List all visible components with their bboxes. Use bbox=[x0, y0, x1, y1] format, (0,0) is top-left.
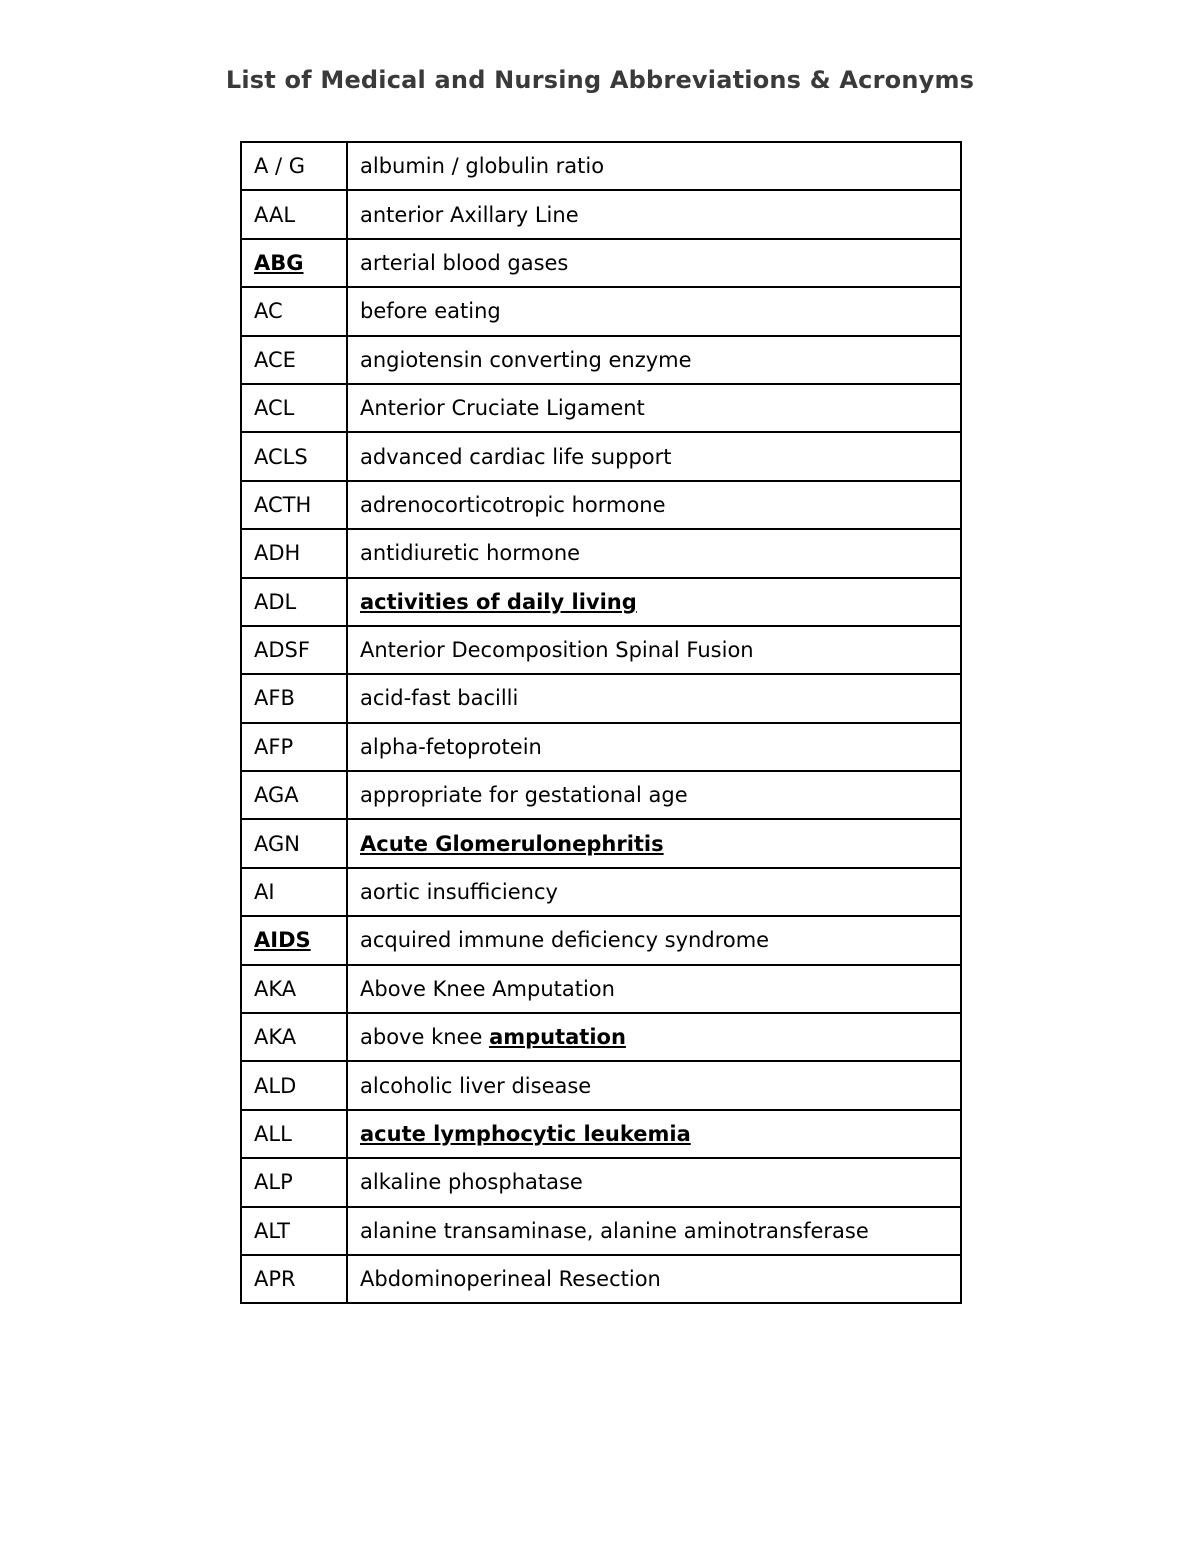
abbreviation-cell bbox=[241, 771, 347, 819]
definition-cell bbox=[347, 723, 961, 771]
definition-text: albumin / globulin ratio bbox=[360, 154, 605, 179]
definition-cell bbox=[347, 142, 961, 190]
abbreviation-cell bbox=[241, 1013, 347, 1061]
definition-cell bbox=[347, 1110, 961, 1158]
definition-cell bbox=[347, 432, 961, 480]
table-row bbox=[241, 287, 961, 335]
definition-cell bbox=[347, 1158, 961, 1206]
abbreviation-text: AKA bbox=[254, 1025, 297, 1050]
definition-cell bbox=[347, 965, 961, 1013]
definition-text: alanine transaminase, alanine aminotransferase bbox=[360, 1218, 869, 1243]
table-row bbox=[241, 336, 961, 384]
table-row bbox=[241, 771, 961, 819]
abbreviation-text: ALT bbox=[254, 1218, 291, 1243]
abbreviation-text: ALD bbox=[254, 1073, 297, 1098]
abbreviation-text: ABG bbox=[254, 250, 304, 275]
table-row bbox=[241, 1255, 961, 1303]
table-row bbox=[241, 1158, 961, 1206]
abbreviation-text: AI bbox=[254, 880, 275, 905]
definition-text: alcoholic liver disease bbox=[360, 1073, 592, 1098]
definition-cell bbox=[347, 1255, 961, 1303]
table-row bbox=[241, 432, 961, 480]
table-row bbox=[241, 819, 961, 867]
table-row bbox=[241, 384, 961, 432]
definition-cell bbox=[347, 1207, 961, 1255]
definition-cell bbox=[347, 771, 961, 819]
definition-text: adrenocorticotropic hormone bbox=[360, 492, 666, 517]
definition-cell bbox=[347, 190, 961, 238]
abbreviation-text: ADL bbox=[254, 589, 297, 614]
abbreviation-text: AC bbox=[254, 299, 283, 324]
table-row bbox=[241, 626, 961, 674]
table-row bbox=[241, 529, 961, 577]
abbreviation-text: AKA bbox=[254, 976, 297, 1001]
table-row bbox=[241, 1061, 961, 1109]
definition-text: alkaline phosphatase bbox=[360, 1170, 583, 1195]
table-row bbox=[241, 723, 961, 771]
definition-text: Above Knee Amputation bbox=[360, 976, 615, 1001]
definition-text: advanced cardiac life support bbox=[360, 444, 672, 469]
abbreviation-cell bbox=[241, 336, 347, 384]
abbreviation-cell bbox=[241, 481, 347, 529]
table-row bbox=[241, 142, 961, 190]
definition-emphasis-text: acute lymphocytic leukemia bbox=[360, 1122, 691, 1146]
table-row bbox=[241, 1110, 961, 1158]
abbreviation-cell bbox=[241, 1061, 347, 1109]
table-row bbox=[241, 1207, 961, 1255]
definition-text: alpha-fetoprotein bbox=[360, 734, 542, 759]
definition-text: antidiuretic hormone bbox=[360, 541, 581, 566]
definition-text: acquired immune deficiency syndrome bbox=[360, 928, 770, 953]
abbreviation-text: ACE bbox=[254, 347, 296, 372]
definition-cell bbox=[347, 916, 961, 964]
abbreviations-table-body bbox=[241, 142, 961, 1303]
definition-cell bbox=[347, 239, 961, 287]
abbreviation-text: AGN bbox=[254, 831, 300, 856]
definition-text: angiotensin converting enzyme bbox=[360, 347, 692, 372]
definition-text: anterior Axillary Line bbox=[360, 202, 579, 227]
definition-cell bbox=[347, 1061, 961, 1109]
abbreviation-text: A / G bbox=[254, 154, 306, 179]
abbreviations-table bbox=[240, 141, 962, 1304]
table-row bbox=[241, 868, 961, 916]
table-row bbox=[241, 674, 961, 722]
definition-cell bbox=[347, 287, 961, 335]
abbreviation-cell bbox=[241, 819, 347, 867]
definition-cell bbox=[347, 336, 961, 384]
table-row bbox=[241, 1013, 961, 1061]
abbreviation-text: ACLS bbox=[254, 444, 308, 469]
abbreviation-text: ALP bbox=[254, 1170, 293, 1195]
abbreviation-cell bbox=[241, 384, 347, 432]
table-row bbox=[241, 965, 961, 1013]
definition-cell bbox=[347, 529, 961, 577]
abbreviation-cell bbox=[241, 142, 347, 190]
abbreviation-text: AFP bbox=[254, 734, 294, 759]
abbreviation-cell bbox=[241, 965, 347, 1013]
definition-emphasis-text: amputation bbox=[489, 1025, 626, 1050]
abbreviation-cell bbox=[241, 239, 347, 287]
abbreviation-cell bbox=[241, 1207, 347, 1255]
abbreviation-text: APR bbox=[254, 1267, 296, 1292]
abbreviation-cell bbox=[241, 529, 347, 577]
definition-text: before eating bbox=[360, 299, 501, 324]
abbreviation-cell bbox=[241, 1255, 347, 1303]
definition-cell bbox=[347, 626, 961, 674]
abbreviation-text: ACTH bbox=[254, 492, 312, 517]
definition-cell bbox=[347, 1013, 961, 1061]
table-row bbox=[241, 916, 961, 964]
definition-cell bbox=[347, 578, 961, 626]
abbreviation-cell bbox=[241, 287, 347, 335]
abbreviation-cell bbox=[241, 626, 347, 674]
abbreviation-text: ACL bbox=[254, 396, 295, 421]
definition-text: Abdominoperineal Resection bbox=[360, 1267, 661, 1292]
definition-cell bbox=[347, 674, 961, 722]
abbreviation-cell bbox=[241, 723, 347, 771]
definition-text: acid-fast bacilli bbox=[360, 686, 519, 711]
definition-emphasis-text: Acute Glomerulonephritis bbox=[360, 831, 664, 856]
abbreviation-cell bbox=[241, 190, 347, 238]
abbreviation-cell bbox=[241, 674, 347, 722]
abbreviation-cell bbox=[241, 1110, 347, 1158]
definition-text: aortic insufficiency bbox=[360, 880, 558, 905]
definition-cell bbox=[347, 868, 961, 916]
definition-text: Anterior Decomposition Spinal Fusion bbox=[360, 638, 754, 663]
abbreviation-cell bbox=[241, 1158, 347, 1206]
definition-cell bbox=[347, 481, 961, 529]
abbreviation-cell bbox=[241, 578, 347, 626]
definition-text: Anterior Cruciate Ligament bbox=[360, 396, 645, 421]
definition-cell bbox=[347, 819, 961, 867]
table-row bbox=[241, 481, 961, 529]
abbreviation-cell bbox=[241, 916, 347, 964]
abbreviation-cell bbox=[241, 868, 347, 916]
abbreviation-text: ALL bbox=[254, 1122, 292, 1146]
abbreviation-text: AAL bbox=[254, 202, 296, 227]
table-row bbox=[241, 190, 961, 238]
table-row bbox=[241, 239, 961, 287]
definition-text: above knee bbox=[360, 1025, 490, 1050]
abbreviation-text: AGA bbox=[254, 783, 299, 808]
abbreviation-text: AFB bbox=[254, 686, 295, 711]
definition-text: arterial blood gases bbox=[360, 250, 569, 275]
page-title: List of Medical and Nursing Abbreviations & Acronyms bbox=[225, 66, 975, 94]
abbreviation-text: ADSF bbox=[254, 638, 310, 663]
definition-text: appropriate for gestational age bbox=[360, 783, 688, 808]
definition-emphasis-text: activities of daily living bbox=[360, 589, 637, 614]
definition-cell bbox=[347, 384, 961, 432]
abbreviation-text: AIDS bbox=[254, 928, 311, 953]
table-row bbox=[241, 578, 961, 626]
abbreviation-cell bbox=[241, 432, 347, 480]
abbreviation-text: ADH bbox=[254, 541, 301, 566]
